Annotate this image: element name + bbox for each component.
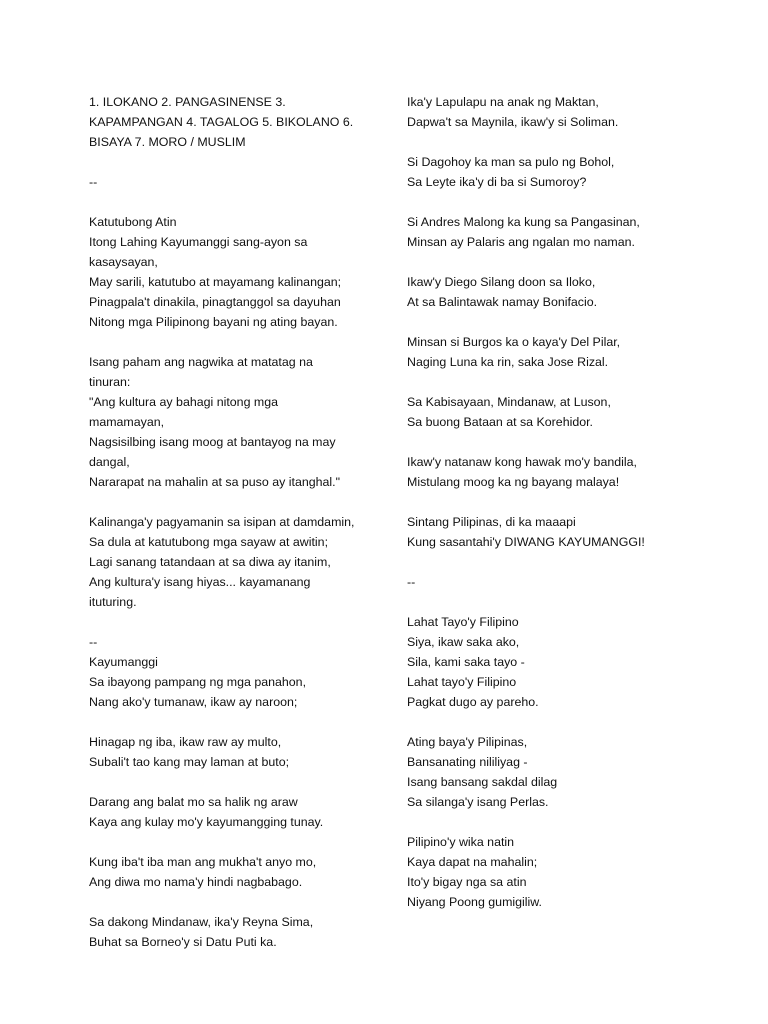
separator: -- [89, 175, 98, 189]
text-line: Pinagpala't dinakila, pinagtanggol sa dayuhan [89, 295, 341, 309]
text-line: Itong Lahing Kayumanggi sang-ayon sa [89, 235, 308, 249]
text-line: Ang diwa mo nama'y hindi nagbabago. [89, 875, 303, 889]
text-line: Minsan si Burgos ka o kaya'y Del Pilar, [407, 335, 621, 349]
stanza [407, 732, 707, 812]
text-line: kasaysayan, [89, 255, 158, 269]
stanza [407, 612, 707, 712]
text-line: BISAYA 7. MORO / MUSLIM [89, 135, 246, 149]
stanza [407, 452, 707, 492]
stanza [89, 652, 379, 712]
text-line: Sa Leyte ika'y di ba si Sumoroy? [407, 175, 587, 189]
text-line: Sa dula at katutubong mga sayaw at awitin; [89, 535, 329, 549]
text-line: Lahat tayo'y Filipino [407, 675, 517, 689]
text-line: Nitong mga Pilipinong bayani ng ating bayan. [89, 315, 338, 329]
stanza [407, 152, 707, 192]
text-line: Isang paham ang nagwika at matatag na [89, 355, 313, 369]
text-line: Sa buong Bataan at sa Korehidor. [407, 415, 593, 429]
text-line: tinuran: [89, 375, 131, 389]
text-line: Sa ibayong pampang ng mga panahon, [89, 675, 307, 689]
text-line: Darang ang balat mo sa halik ng araw [89, 795, 298, 809]
text-line: Ating baya'y Pilipinas, [407, 735, 528, 749]
text-line: Sa Kabisayaan, Mindanaw, at Luson, [407, 395, 611, 409]
stanza [407, 332, 707, 372]
text-line: "Ang kultura ay bahagi nitong mga [89, 395, 279, 409]
text-line: Sa silanga'y isang Perlas. [407, 795, 549, 809]
stanza [89, 912, 379, 952]
text-line: Pilipino'y wika natin [407, 835, 515, 849]
text-line: Sa dakong Mindanaw, ika'y Reyna Sima, [89, 915, 314, 929]
text-line: Bansanating nililiyag - [407, 755, 528, 769]
text-line: Ang kultura'y isang hiyas... kayamanang [89, 575, 311, 589]
text-line: Isang bansang sakdal dilag [407, 775, 558, 789]
stanza [407, 512, 707, 552]
right-column [407, 92, 707, 932]
stanza [407, 832, 707, 912]
separator: -- [89, 635, 98, 649]
text-line: Naging Luna ka rin, saka Jose Rizal. [407, 355, 609, 369]
poem-title: Kayumanggi [89, 655, 158, 669]
text-line: Siya, ikaw saka ako, [407, 635, 520, 649]
separator: -- [407, 575, 416, 589]
stanza [407, 392, 707, 432]
header-block [89, 92, 379, 152]
poem-title: Lahat Tayo'y Filipino [407, 615, 519, 629]
text-line: Sintang Pilipinas, di ka maaapi [407, 515, 576, 529]
stanza [89, 352, 379, 492]
text-line: 1. ILOKANO 2. PANGASINENSE 3. [89, 95, 286, 109]
text-line: Niyang Poong gumigiliw. [407, 895, 542, 909]
text-line: Si Dagohoy ka man sa pulo ng Bohol, [407, 155, 615, 169]
text-line: Kung sasantahi'y DIWANG KAYUMANGGI! [407, 535, 645, 549]
text-line: Buhat sa Borneo'y si Datu Puti ka. [89, 935, 277, 949]
text-line: Pagkat dugo ay pareho. [407, 695, 539, 709]
text-line: KAPAMPANGAN 4. TAGALOG 5. BIKOLANO 6. [89, 115, 354, 129]
text-line: May sarili, katutubo at mayamang kalinangan; [89, 275, 342, 289]
stanza [89, 732, 379, 772]
text-line: Kalinanga'y pagyamanin sa isipan at damdamin, [89, 515, 355, 529]
text-line: Mistulang moog ka ng bayang malaya! [407, 475, 620, 489]
stanza [89, 792, 379, 832]
text-line: Kung iba't iba man ang mukha't anyo mo, [89, 855, 317, 869]
text-line: Subali't tao kang may laman at buto; [89, 755, 290, 769]
text-line: Dapwa't sa Maynila, ikaw'y si Soliman. [407, 115, 619, 129]
left-column [89, 92, 379, 972]
stanza [89, 212, 379, 332]
poem-title: Katutubong Atin [89, 215, 177, 229]
text-line: Ika'y Lapulapu na anak ng Maktan, [407, 95, 599, 109]
text-line: Si Andres Malong ka kung sa Pangasinan, [407, 215, 640, 229]
text-line: dangal, [89, 455, 130, 469]
text-line: Ikaw'y natanaw kong hawak mo'y bandila, [407, 455, 637, 469]
text-line: Ikaw'y Diego Silang doon sa Iloko, [407, 275, 596, 289]
text-line: mamamayan, [89, 415, 165, 429]
text-line: ituturing. [89, 595, 137, 609]
text-line: Nagsisilbing isang moog at bantayog na may [89, 435, 336, 449]
text-line: Hinagap ng iba, ikaw raw ay multo, [89, 735, 282, 749]
stanza [89, 852, 379, 892]
text-line: Nang ako'y tumanaw, ikaw ay naroon; [89, 695, 298, 709]
stanza [407, 212, 707, 252]
stanza [407, 272, 707, 312]
text-line: At sa Balintawak namay Bonifacio. [407, 295, 598, 309]
text-line: Kaya dapat na mahalin; [407, 855, 538, 869]
text-line: Nararapat na mahalin at sa puso ay itanghal." [89, 475, 340, 489]
text-line: Lagi sanang tatandaan at sa diwa ay itanim, [89, 555, 331, 569]
stanza [407, 92, 707, 132]
text-line: Minsan ay Palaris ang ngalan mo naman. [407, 235, 635, 249]
text-line: Kaya ang kulay mo'y kayumangging tunay. [89, 815, 324, 829]
text-line: Ito'y bigay nga sa atin [407, 875, 527, 889]
text-line: Sila, kami saka tayo - [407, 655, 525, 669]
stanza [89, 512, 379, 612]
